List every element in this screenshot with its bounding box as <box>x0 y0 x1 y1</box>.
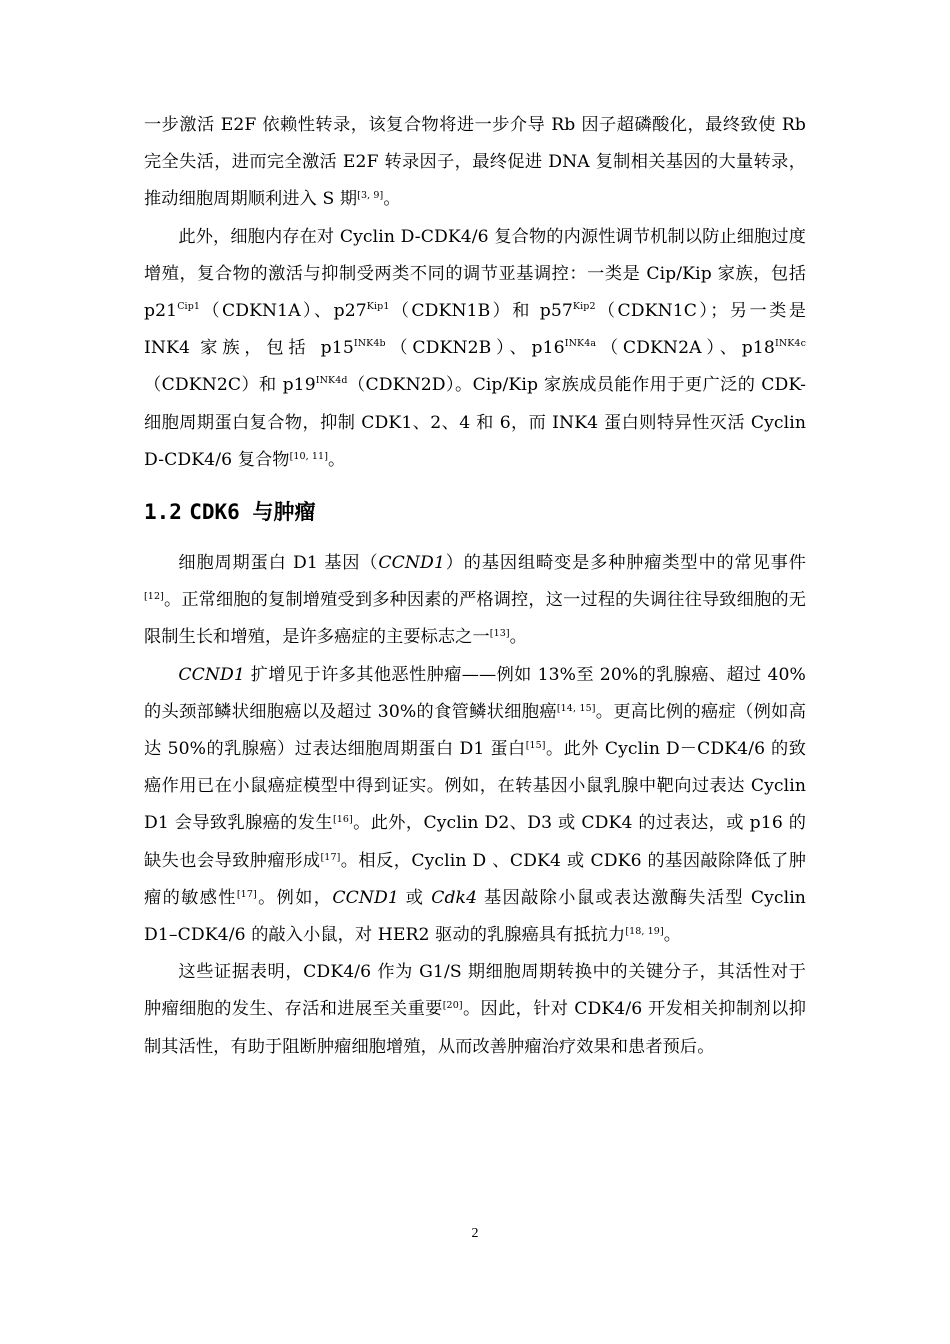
gene-name: CCND1 <box>178 664 245 685</box>
superscript-label: INK4a <box>564 338 597 350</box>
citation: [14, 15] <box>556 702 596 714</box>
gene-name: CCND1 <box>332 887 399 908</box>
citation: [16] <box>332 814 353 826</box>
paragraph-ccnd1-amplification: CCND1 扩增见于许多其他恶性肿瘤——例如 13%至 20%的乳腺癌、超过 40%的头颈部鳞状细胞癌以及超过 30%的食管鳞状细胞癌[14, 15]。更高比例的癌症（例如高达 50%的乳腺癌）过表达细胞周期蛋白 D1 蛋白[15]。此外 Cyclin D－CDK4/6 的致癌作用已在小鼠癌症模型中得到证实。例如，在转基因小鼠乳腺中靶向过表达 Cyclin D1 会导致乳腺癌的发生[16]。此外，Cyclin D2、D3 或 CDK4 的过表达，或 p16 的缺失也会导致肿瘤形成[17]。相反，Cyclin D 、CDK4 或 CDK6 的基因敲除降低了肿瘤的敏感性[17]。例如，CCND1 或 Cdk4 基因敲除小鼠或表达激酶失活型 Cyclin D1–CDK4/6 的敲入小鼠，对 HER2 驱动的乳腺癌具有抵抗力[18, 19]。 <box>144 664 806 946</box>
citation: [15] <box>525 740 546 752</box>
superscript-label: INK4c <box>774 338 806 350</box>
superscript-label: Kip2 <box>572 301 596 313</box>
citation: [20] <box>442 1000 463 1012</box>
citation: [17] <box>236 888 257 900</box>
section-heading <box>144 492 806 532</box>
gene-name: CCND1 <box>378 553 445 574</box>
superscript-label: Cip1 <box>177 301 201 313</box>
citation: [3, 9] <box>357 190 384 202</box>
section-title: CDK6 与肿瘤 <box>189 500 316 525</box>
citation: [10, 11] <box>289 450 329 462</box>
paragraph-ccnd1-aberration: 细胞周期蛋白 D1 基因（CCND1）的基因组畸变是多种肿瘤类型中的常见事件[12]。正常细胞的复制增殖受到多种因素的严格调控，这一过程的失调往往导致细胞的无限制生长和增殖，是许多癌症的主要标志之一[13]。 <box>144 553 806 648</box>
citation: [17] <box>320 851 341 863</box>
paragraph-conclusion: 这些证据表明，CDK4/6 作为 G1/S 期细胞周期转换中的关键分子，其活性对于肿瘤细胞的发生、存活和进展至关重要[20]。因此，针对 CDK4/6 开发相关抑制剂以抑制其活性，有助于阻断肿瘤细胞增殖，从而改善肿瘤治疗效果和患者预后。 <box>144 962 806 1057</box>
gene-name: Cdk4 <box>431 887 478 908</box>
paragraph-e2f-activation: 一步激活 E2F 依赖性转录，该复合物将进一步介导 Rb 因子超磷酸化，最终致使 Rb 完全失活，进而完全激活 E2F 转录因子，最终促进 DNA 复制相关基因的大量转录，推动细胞周期顺利进入 S 期[3, 9]。 <box>144 115 806 210</box>
citation: [12] <box>144 591 164 603</box>
superscript-label: Kip1 <box>366 301 390 313</box>
document-body <box>144 107 806 1066</box>
superscript-label: INK4d <box>315 375 348 387</box>
citation: [13] <box>489 628 510 640</box>
section-number: 1.2 <box>144 500 182 525</box>
superscript-label: INK4b <box>353 338 386 350</box>
citation: [18, 19] <box>625 926 664 938</box>
paragraph-regulatory-subunits: 此外，细胞内存在对 Cyclin D-CDK4/6 复合物的内源性调节机制以防止细胞过度增殖，复合物的激活与抑制受两类不同的调节亚基调控：一类是 Cip/Kip 家族，包括 $p21^{Cip1}(CDKN1A)$、$p27^{Kip1}(CDKN1B)$和 $p57^{Kip2}(CDKN1C)$；另一类是 INK4 家族，包括 $p15^{INK4b}(CDKN2B)$、$p16^{INK4a}(CDKN2A)$、$p18^{INK4c}(CDKN2C)$和 $p19^{INK4d}(CDKN2D)$。Cip/Kip 家族成员能作用于更广泛的 CDK-细胞周期蛋白复合物，抑制 CDK1、2、4 和 6，而 INK4 蛋白则特异性灭活 Cyclin D-CDK4/6 复合物[10, 11]。 <box>144 226 806 470</box>
page-number: 2 <box>471 1226 479 1241</box>
